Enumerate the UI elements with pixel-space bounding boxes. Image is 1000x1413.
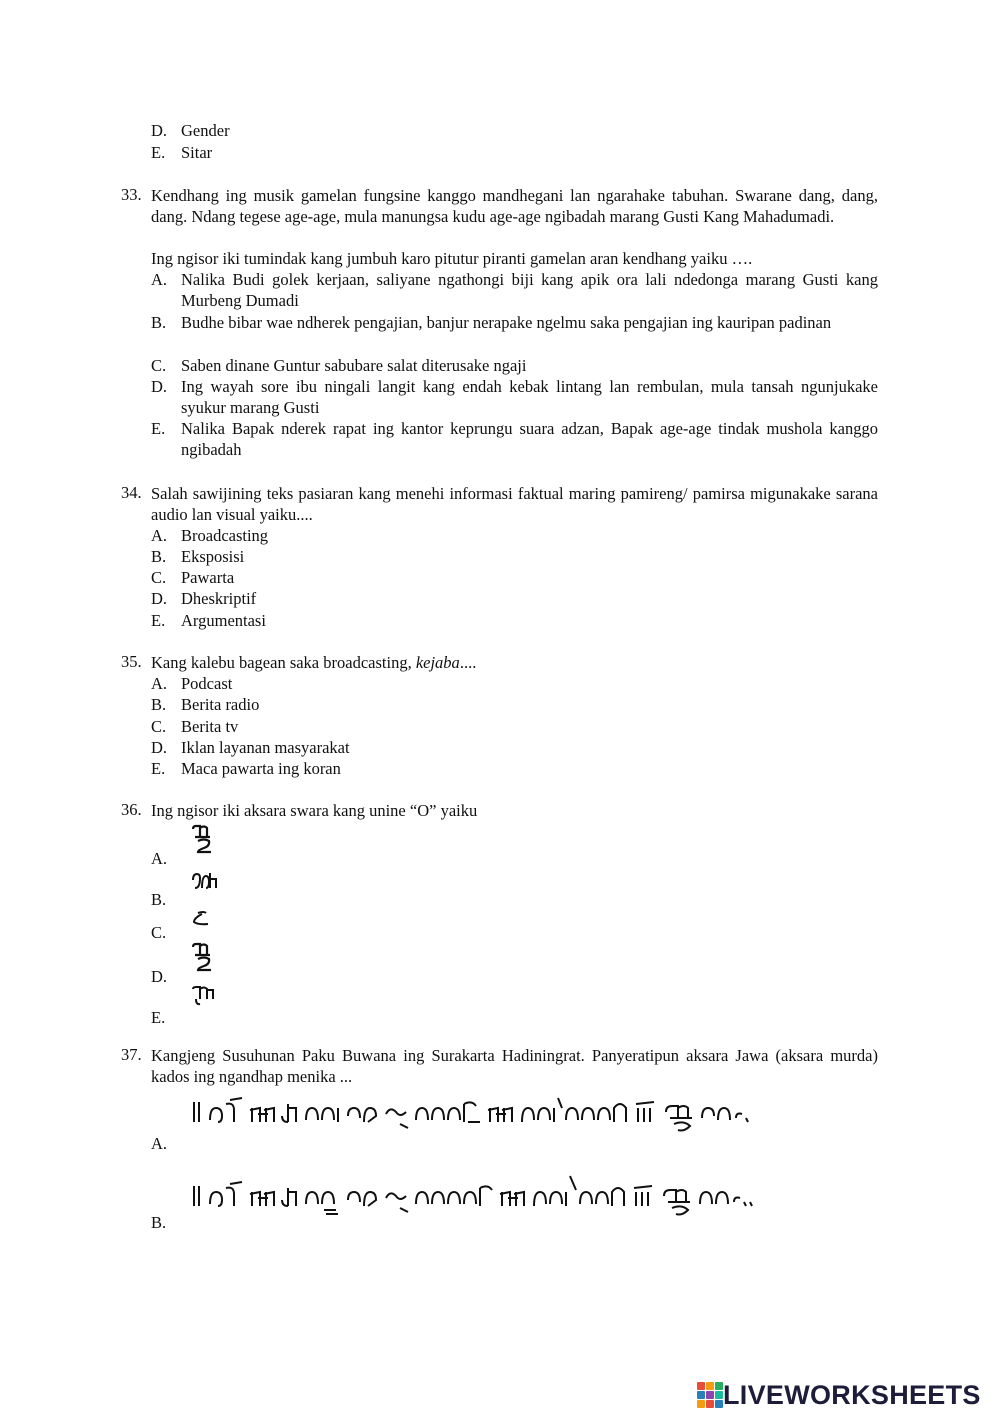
option-text: Broadcasting bbox=[181, 526, 269, 545]
option-letter: C. bbox=[151, 923, 167, 942]
q34-option-e bbox=[151, 610, 878, 631]
option-letter: E. bbox=[151, 419, 166, 438]
javanese-glyph-c-image bbox=[190, 910, 212, 928]
option-letter: A. bbox=[151, 849, 168, 868]
option-letter: D. bbox=[151, 967, 168, 986]
question-number: 35. bbox=[121, 652, 142, 671]
option-letter: B. bbox=[151, 695, 167, 714]
question-text: Ing ngisor iki aksara swara kang unine “O” yaiku bbox=[151, 801, 478, 820]
option-letter: C. bbox=[151, 356, 167, 375]
option-letter: D. bbox=[151, 121, 168, 140]
option-letter: E. bbox=[151, 143, 166, 162]
brand-name: LIVEWORKSHEETS bbox=[723, 1379, 981, 1410]
option-letter: D. bbox=[151, 377, 168, 396]
javanese-script-line-a-image bbox=[190, 1094, 755, 1134]
option-letter: D. bbox=[151, 738, 168, 757]
option-letter: A. bbox=[151, 1134, 168, 1153]
question-number: 34. bbox=[121, 483, 142, 502]
question-number: 36. bbox=[121, 800, 142, 819]
option-text: Gender bbox=[181, 121, 230, 140]
brand-mark-icon bbox=[697, 1382, 723, 1408]
liveworksheets-logo bbox=[697, 1380, 981, 1410]
option-letter: A. bbox=[151, 270, 168, 289]
q35-option-d bbox=[151, 737, 878, 758]
question-text: Kangjeng Susuhunan Paku Buwana ing Surakarta Hadiningrat. Panyeratipun aksara Jawa (aksara murda) kados ing ngandhap menika ... bbox=[151, 1046, 878, 1086]
option-text: Berita tv bbox=[181, 717, 239, 736]
option-letter: B. bbox=[151, 547, 167, 566]
q35-option-a bbox=[151, 673, 878, 694]
javanese-glyph-e-image bbox=[190, 985, 216, 1007]
question-text-emphasis: kejaba bbox=[415, 653, 460, 672]
option-letter: E. bbox=[151, 759, 166, 778]
option-text: Sitar bbox=[181, 143, 213, 162]
option-text: Podcast bbox=[181, 674, 233, 693]
option-text: Nalika Bapak nderek rapat ing kantor keprungu suara adzan, Bapak age-age tindak mushola kanggo ngibadah bbox=[181, 419, 878, 459]
option-text: Argumentasi bbox=[181, 611, 266, 630]
q33-option-d bbox=[151, 376, 878, 418]
option-letter: C. bbox=[151, 568, 167, 587]
q34-option-a bbox=[151, 525, 878, 546]
option-text: Dheskriptif bbox=[181, 589, 257, 608]
question-text bbox=[151, 652, 878, 673]
q33-option-e bbox=[151, 418, 878, 460]
option-letter: E. bbox=[151, 611, 166, 630]
option-text: Nalika Budi golek kerjaan, saliyane ngathongi biji kang apik ora lali ndedonga marang Gusti kang Murbeng Dumadi bbox=[181, 270, 878, 310]
option-text: Pawarta bbox=[181, 568, 235, 587]
question-text: Kendhang ing musik gamelan fungsine kanggo mandhegani lan ngarahake tabuhan. Swarane dang, dang, dang. Ndang tegese age-age, mula manungsa kudu age-age ngibadah marang Gusti Kang Mahadumadi. bbox=[151, 186, 878, 226]
option-letter: A. bbox=[151, 674, 168, 693]
javanese-glyph-a-image bbox=[190, 824, 216, 854]
option-letter: B. bbox=[151, 890, 167, 909]
question-instruction: Ing ngisor iki tumindak kang jumbuh karo pitutur piranti gamelan aran kendhang yaiku …. bbox=[151, 249, 753, 268]
q33-option-c bbox=[151, 355, 878, 376]
javanese-glyph-b-image bbox=[190, 870, 218, 892]
q33-option-b bbox=[151, 312, 878, 333]
q34-option-b bbox=[151, 546, 878, 567]
q34-option-c bbox=[151, 567, 878, 588]
option-letter: B. bbox=[151, 313, 167, 332]
q32-option-e bbox=[151, 142, 878, 163]
q35-option-c bbox=[151, 716, 878, 737]
javanese-glyph-d-image bbox=[190, 942, 216, 972]
option-letter: C. bbox=[151, 717, 167, 736]
option-text: Maca pawarta ing koran bbox=[181, 759, 341, 778]
option-letter: A. bbox=[151, 526, 168, 545]
option-letter: B. bbox=[151, 1213, 167, 1232]
q35-option-b bbox=[151, 694, 878, 715]
option-text: Budhe bibar wae ndherek pengajian, banjur nerapake ngelmu saka pengajian ing kauripan padinan bbox=[181, 313, 832, 332]
question-number: 33. bbox=[121, 185, 142, 204]
option-text: Iklan layanan masyarakat bbox=[181, 738, 350, 757]
question-number: 37. bbox=[121, 1045, 142, 1064]
option-letter: D. bbox=[151, 589, 168, 608]
option-text: Eksposisi bbox=[181, 547, 245, 566]
q34-option-d bbox=[151, 588, 878, 609]
q32-option-d bbox=[151, 120, 878, 141]
option-text: Berita radio bbox=[181, 695, 260, 714]
javanese-script-line-b-image bbox=[190, 1170, 755, 1218]
q35-option-e bbox=[151, 758, 878, 779]
q33-option-a bbox=[151, 269, 878, 311]
option-letter: E. bbox=[151, 1008, 166, 1027]
option-text: Saben dinane Guntur sabubare salat diterusake ngaji bbox=[181, 356, 527, 375]
option-text: Ing wayah sore ibu ningali langit kang endah kebak lintang lan rembulan, mula tansah ngunjukake syukur marang Gusti bbox=[181, 377, 878, 417]
question-text-suffix: .... bbox=[459, 653, 477, 672]
question-text: Salah sawijining teks pasiaran kang menehi informasi faktual maring pamireng/ pamirsa migunakake sarana audio lan visual yaiku.... bbox=[151, 484, 878, 524]
question-text-prefix: Kang kalebu bagean saka broadcasting, bbox=[151, 653, 416, 672]
